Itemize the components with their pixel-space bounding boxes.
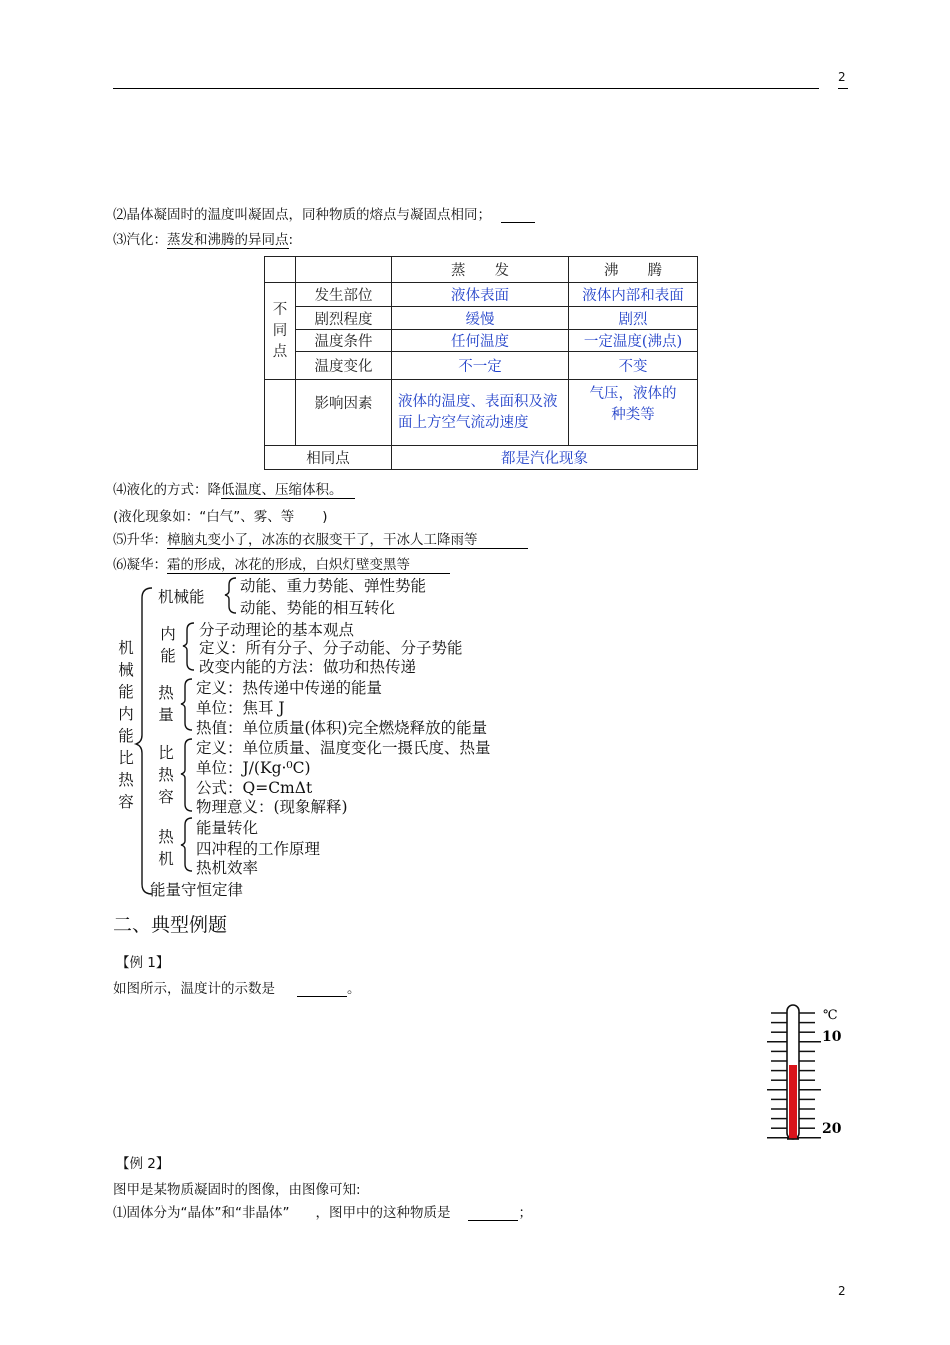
page-number-bottom: 2 bbox=[838, 1284, 846, 1298]
header-boiling: 沸 腾 bbox=[569, 257, 698, 283]
example2-tag: 【例 2】 bbox=[116, 1156, 170, 1172]
tree-engine-item: 热机效率 bbox=[196, 859, 259, 877]
tree-specific-item: 定义：单位质量、温度变化一摄氏度、热量 bbox=[196, 739, 491, 757]
tree-conservation: 能量守恒定律 bbox=[150, 881, 244, 899]
tree-mech-label: 机械能 bbox=[158, 588, 205, 606]
line-dep-underlined: 霜的形成，冰花的形成，白炽灯壁变黑等 bbox=[167, 557, 450, 574]
example2-q1 bbox=[113, 1201, 532, 1221]
thermometer-liquid bbox=[789, 1065, 797, 1139]
same-label: 相同点 bbox=[265, 446, 392, 470]
line-liq-example-close: ) bbox=[322, 509, 328, 525]
line-vapor-suffix: : bbox=[288, 232, 294, 248]
tree-engine-item: 四冲程的工作原理 bbox=[196, 840, 321, 858]
line-liq-example-text: (液化现象如：“白气”、雾、等 bbox=[113, 509, 295, 525]
thermometer-figure bbox=[765, 1003, 845, 1143]
tree-engine-item: 能量转化 bbox=[196, 819, 259, 837]
tree-root-text: 机械能内能比热容 bbox=[118, 639, 134, 811]
line-vapor-prefix: ⑶汽化： bbox=[113, 232, 167, 248]
row-label: 温度条件 bbox=[296, 330, 392, 352]
example1-text: 如图所示，温度计的示数是 bbox=[113, 981, 275, 997]
row-label: 发生部位 bbox=[296, 283, 392, 307]
line-liq-prefix: ⑷液化的方式：降 bbox=[113, 482, 221, 498]
example2-intro: 图甲是某物质凝固时的图像，由图像可知: bbox=[113, 1182, 361, 1198]
same-value: 都是汽化现象 bbox=[392, 446, 698, 470]
engine-brace bbox=[181, 818, 192, 871]
tree-engine-text: 热机 bbox=[158, 828, 174, 868]
line-liq-underlined: 低温度、压缩体积。 bbox=[221, 482, 355, 499]
row-evap: 缓慢 bbox=[392, 307, 569, 330]
line-sub-underlined: 樟脑丸变小了，冰冻的衣服变干了，干冰人工降雨等 bbox=[167, 532, 528, 549]
tree-internal-label bbox=[159, 623, 177, 667]
tree-root-label bbox=[117, 637, 135, 813]
factor-evap: 液体的温度、表面积及液面上方空气流动速度 bbox=[392, 380, 569, 446]
line-dep-prefix: ⑹凝华： bbox=[113, 557, 167, 573]
tree-heat-item: 定义：热传递中传递的能量 bbox=[196, 679, 383, 697]
factor-boil: 气压，液体的种类等 bbox=[569, 380, 698, 446]
answer-blank bbox=[297, 982, 347, 997]
root-brace bbox=[136, 588, 152, 894]
tree-heat-text: 热量 bbox=[158, 684, 174, 724]
tree-internal-text: 内能 bbox=[160, 625, 176, 665]
tree-mech-item: 动能、势能的相互转化 bbox=[240, 599, 396, 617]
example2-q1-end: ； bbox=[518, 1205, 532, 1221]
tree-internal-item: 分子动理论的基本观点 bbox=[199, 621, 355, 639]
thermometer-label-bottom: 20 bbox=[822, 1121, 842, 1137]
thermometer-label-top: 10 bbox=[822, 1029, 842, 1045]
tree-heat-label bbox=[157, 682, 175, 726]
tree-internal-item: 改变内能的方法：做功和热传递 bbox=[199, 658, 417, 676]
row-boil: 不变 bbox=[569, 352, 698, 380]
tree-engine-label bbox=[157, 826, 175, 870]
line-freezing-text: ⑵晶体凝固时的温度叫凝固点，同种物质的熔点与凝固点相同； bbox=[113, 207, 491, 223]
page-number-underline bbox=[838, 88, 848, 89]
factor-label: 影响因素 bbox=[296, 380, 392, 446]
tree-specific-item: 单位：J/(Kg·⁰C) bbox=[196, 759, 311, 777]
example1-question bbox=[113, 977, 361, 997]
row-boil: 液体内部和表面 bbox=[569, 283, 698, 307]
tree-specific-item: 公式：Q=CmΔt bbox=[196, 779, 313, 797]
specific-brace bbox=[181, 739, 192, 811]
example2-q1-text: ⑴固体分为“晶体”和“非晶体” bbox=[113, 1205, 290, 1221]
row-boil: 一定温度(沸点) bbox=[569, 330, 698, 352]
tree-heat-item: 热值：单位质量(体积)完全燃烧释放的能量 bbox=[196, 719, 488, 737]
row-label: 温度变化 bbox=[296, 352, 392, 380]
row-evap: 不一定 bbox=[392, 352, 569, 380]
header-evaporation: 蒸 发 bbox=[392, 257, 569, 283]
row-boil: 剧烈 bbox=[569, 307, 698, 330]
tree-specific-text: 比热容 bbox=[158, 744, 174, 806]
tree-internal-item: 定义：所有分子、分子动能、分子势能 bbox=[199, 639, 463, 657]
line-vapor-underlined: 蒸发和沸腾的异同点 bbox=[167, 232, 289, 248]
heat-brace bbox=[181, 679, 192, 730]
diff-label-text: 不同点 bbox=[272, 301, 288, 360]
line-sub-prefix: ⑸升华： bbox=[113, 532, 167, 548]
section-title: 二、典型例题 bbox=[113, 914, 228, 936]
internal-brace bbox=[183, 623, 194, 670]
example1-tag: 【例 1】 bbox=[116, 955, 170, 971]
answer-blank bbox=[468, 1206, 518, 1221]
row-evap: 任何温度 bbox=[392, 330, 569, 352]
example2-q1-text-b: ，图甲中的这种物质是 bbox=[315, 1205, 451, 1221]
tree-heat-item: 单位：焦耳 J bbox=[196, 699, 285, 717]
thermometer-unit: ℃ bbox=[823, 1008, 838, 1023]
page-number-top: 2 bbox=[838, 70, 846, 84]
tree-mech-item: 动能、重力势能、弹性势能 bbox=[240, 577, 427, 595]
mech-brace bbox=[225, 578, 236, 613]
tree-specific-label bbox=[157, 742, 175, 808]
row-label: 剧烈程度 bbox=[296, 307, 392, 330]
row-evap: 液体表面 bbox=[392, 283, 569, 307]
example1-end: 。 bbox=[347, 981, 361, 997]
tree-specific-item: 物理意义：(现象解释) bbox=[196, 798, 348, 816]
